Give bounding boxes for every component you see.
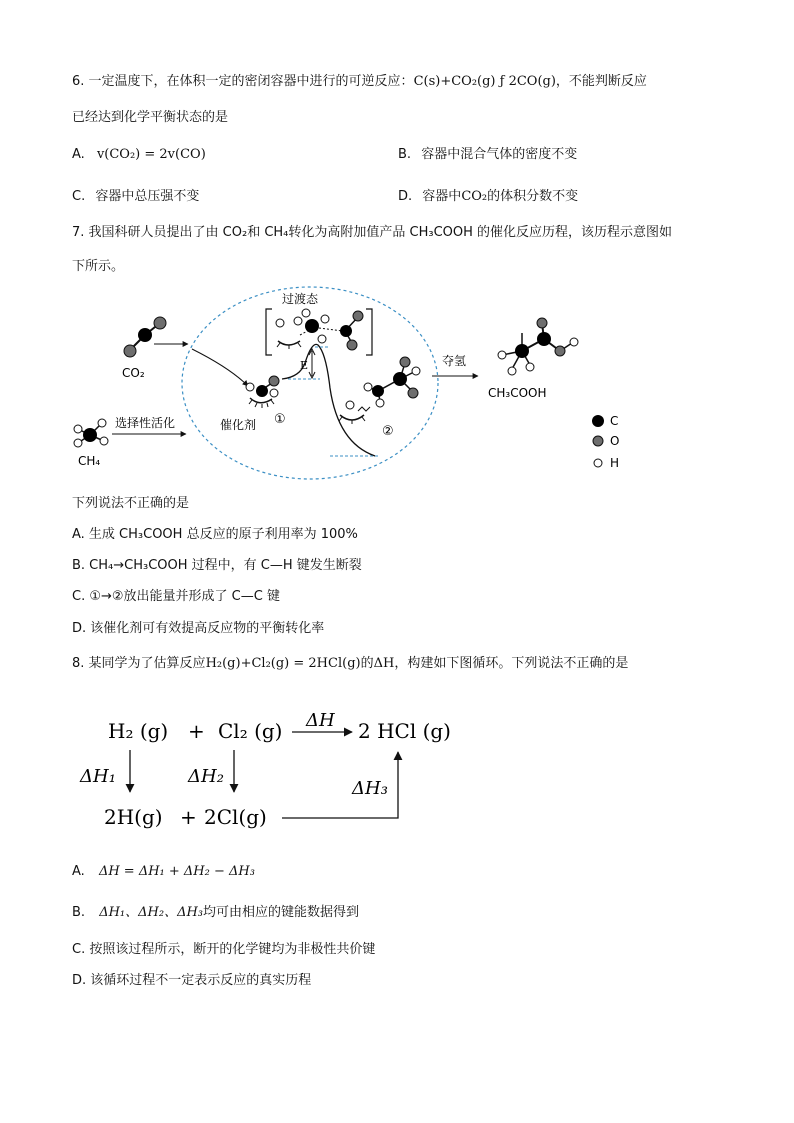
q6-number: 6. [72,74,85,89]
q8-option-a-text: ΔH = ΔH₁ + ΔH₂ − ΔH₃ [98,864,255,879]
q8-option-a [72,862,255,882]
cycle-delta-h: ΔH [306,710,335,731]
q8-stem [72,654,628,674]
q8-option-b-text: 均可由相应的键能数据得到 [203,905,360,920]
legend-carbon-label: C [610,414,619,428]
cycle-hcl: 2 HCl (g) [358,719,451,743]
q8-option-b [72,903,359,923]
cycle-plus-bottom: + [180,805,197,829]
q8-option-c: C. 按照该过程所示，断开的化学键均为非极性共价键 [72,942,376,957]
q8-option-b-formula: ΔH₁、ΔH₂、ΔH₃ [99,905,204,920]
q8-delta-h: ΔH [373,656,395,671]
q7-option-d: D. 该催化剂可有效提高反应物的平衡转化率 [72,621,325,636]
q7-number: 7. [72,225,85,240]
transition-state-label: 过渡态 [282,292,319,306]
q8-option-a-letter: A. [72,864,85,879]
q6-option-c-letter: C. [72,189,86,204]
q7-stem-line2: 下所示。 [72,259,125,274]
cycle-plus-top: + [188,719,205,743]
q7-prompt: 下列说法不正确的是 [72,496,190,511]
q6-option-b [398,145,577,165]
q6-option-d-post: 的体积分数不变 [487,189,579,204]
q6-equation: C(s)+CO₂(g) ƒ 2CO(g) [413,74,556,89]
ch4-label: CH₄ [78,454,101,468]
q6-option-d-letter: D. [398,189,413,204]
mechanism-diagram [60,283,660,483]
transition-state-complex [266,309,372,355]
q6-stem-line1 [72,72,647,92]
acetic-acid-label: CH₃COOH [488,386,547,400]
catalyst-label: 催化剂 [220,418,257,432]
co2-molecule [124,317,166,357]
q6-option-b-letter: B. [398,147,412,162]
activation-label: 选择性活化 [115,416,176,430]
q8-stem-c: ，构建如下图循环。下列说法不正确的是 [394,656,629,671]
cycle-cl-atoms: 2Cl(g) [204,805,267,829]
q8-number: 8. [72,656,85,671]
q6-stem-line2: 已经达到化学平衡状态的是 [72,110,229,125]
legend-hydrogen-label: H [610,456,620,470]
q6-option-d-formula: CO₂ [461,189,488,204]
q8-stem-a: 某同学为了估算反应 [88,656,206,671]
q6-option-a [72,145,206,165]
legend-hydrogen-swatch [594,459,602,467]
legend-oxygen-label: O [610,434,620,448]
q6-option-a-text: v(CO₂) = 2v(CO) [96,147,206,162]
thermochemical-cycle [70,700,490,840]
catalyst-site-1 [246,376,279,408]
cycle-h2: H₂ (g) [108,719,169,743]
co2-to-catalyst-arrow [192,349,248,386]
q7-option-b: B. CH₄→CH₃COOH 过程中，有 C—H 键发生断裂 [72,558,362,573]
state-1-marker: ① [274,412,286,427]
acetic-acid-molecule [498,318,578,375]
q7-option-c: C. ①→②放出能量并形成了 C—C 键 [72,589,280,604]
cycle-delta-h2: ΔH₂ [188,766,224,787]
q8-stem-b: 的 [360,656,374,671]
energy-profile-curve [282,344,375,456]
legend-oxygen-swatch [593,436,603,446]
q8-option-b-letter: B. [72,905,86,920]
state-2-marker: ② [382,424,394,439]
catalyst-site-2 [339,357,420,424]
co2-label: CO₂ [122,366,145,380]
q7-stem-line1 [72,223,672,243]
atom-legend [592,414,619,470]
q6-stem-a: 一定温度下，在体积一定的密闭容器中进行的可逆反应： [88,74,414,89]
cycle-delta-h1: ΔH₁ [80,766,116,787]
q6-option-c [72,187,199,207]
q6-option-d [398,187,578,207]
q6-option-d-pre: 容器中 [422,189,462,204]
q7-stem-a: 我国科研人员提出了由 CO₂和 CH₄转化为高附加值产品 CH₃COOH 的催化反应历程，该历程示意图如 [88,225,673,240]
q6-option-a-letter: A. [72,147,85,162]
legend-carbon-swatch [592,415,604,427]
q7-option-a: A. 生成 CH₃COOH 总反应的原子利用率为 100% [72,527,358,542]
q6-option-c-text: 容器中总压强不变 [95,189,200,204]
dehydrogenation-label: 夺氢 [442,354,467,368]
ch4-molecule [74,419,108,447]
q8-equation: H₂(g)+Cl₂(g) = 2HCl(g) [205,656,361,671]
q6-stem-b: ，不能判断反应 [555,74,647,89]
energy-label: E [300,359,309,372]
cycle-delta-h3: ΔH₃ [352,778,388,799]
cycle-cl2: Cl₂ (g) [218,719,283,743]
q6-option-b-text: 容器中混合气体的密度不变 [421,147,578,162]
q8-option-d: D. 该循环过程不一定表示反应的真实历程 [72,973,312,988]
cycle-h-atoms: 2H(g) [104,805,163,829]
